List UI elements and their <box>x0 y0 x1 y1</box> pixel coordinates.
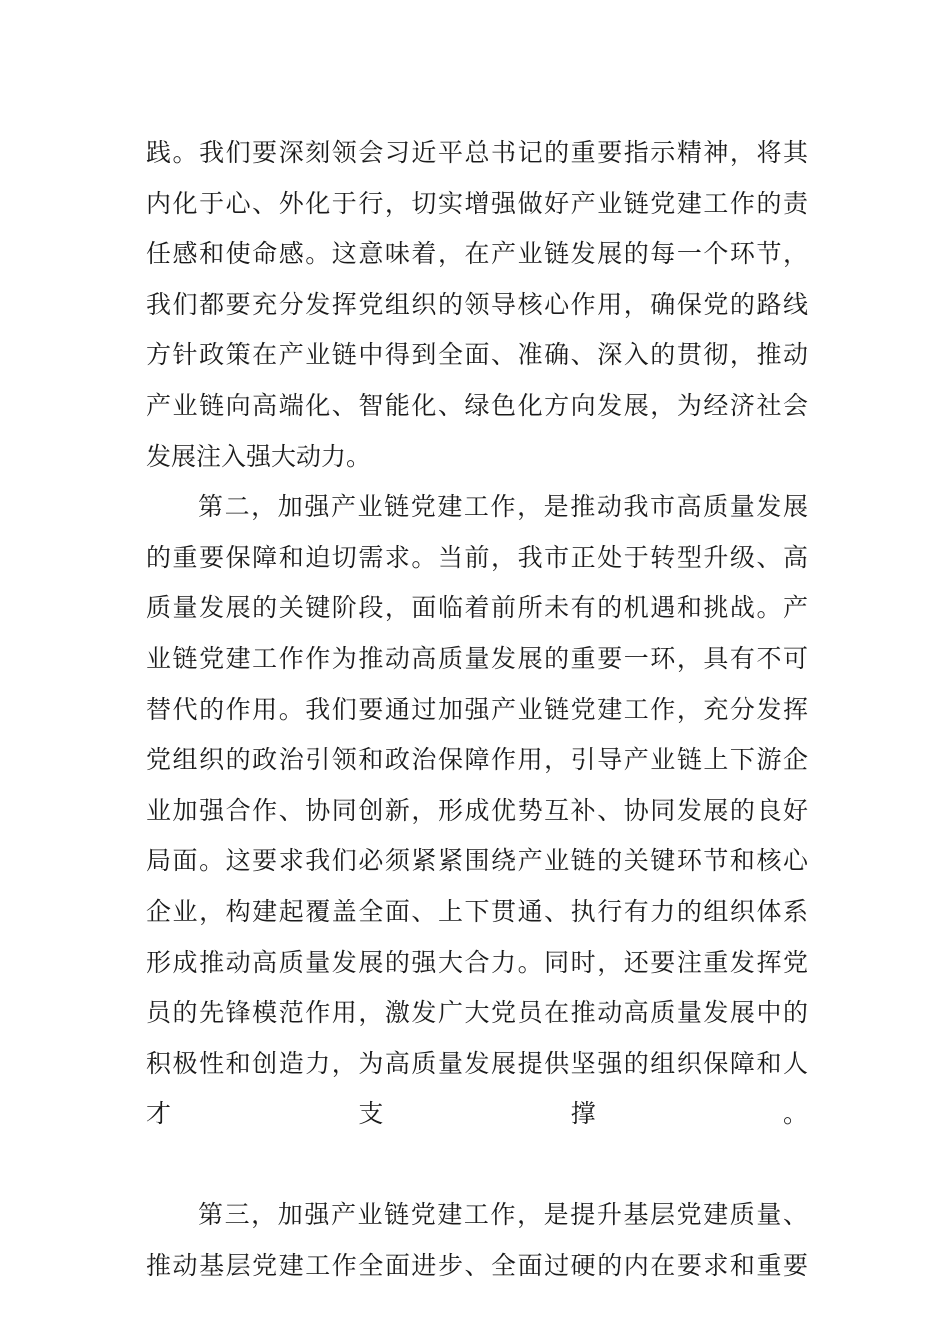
text-line: 内化于心、外化于行，切实增强做好产业链党建工作的责 <box>146 188 808 218</box>
text-line: 的重要保障和迫切需求。当前，我市正处于转型升级、高 <box>146 542 808 572</box>
text-line: 践。我们要深刻领会习近平总书记的重要指示精神，将其 <box>146 138 808 167</box>
text-line: 任感和使命感。这意味着，在产业链发展的每一个环节， <box>146 239 808 269</box>
text-line: 党组织的政治引领和政治保障作用，引导产业链上下游企 <box>146 745 808 775</box>
text-line: 方针政策在产业链中得到全面、准确、深入的贯彻，推动 <box>146 340 808 370</box>
text-line: 第二，加强产业链党建工作，是推动我市高质量发展 <box>198 492 808 522</box>
text-line <box>146 1140 808 1191</box>
text-line: 业链党建工作作为推动高质量发展的重要一环，具有不可 <box>146 643 808 673</box>
text-line: 企业，构建起覆盖全面、上下贯通、执行有力的组织体系 <box>146 896 808 926</box>
body-text <box>146 128 808 1292</box>
paragraph-2 <box>146 482 808 1190</box>
text-line: 发展注入强大动力。 <box>146 441 372 471</box>
paragraph-1 <box>146 128 808 482</box>
text-line: 第三，加强产业链党建工作，是提升基层党建质量、 <box>198 1200 808 1230</box>
text-line: 员的先锋模范作用，激发广大党员在推动高质量发展中的 <box>146 998 808 1028</box>
text-line: 积极性和创造力，为高质量发展提供坚强的组织保障和人 <box>146 1048 808 1078</box>
text-line: 局面。这要求我们必须紧紧围绕产业链的关键环节和核心 <box>146 846 808 876</box>
text-line: 产业链向高端化、智能化、绿色化方向发展，为经济社会 <box>146 390 808 420</box>
text-line: 质量发展的关键阶段，面临着前所未有的机遇和挑战。产 <box>146 593 808 623</box>
text-line: 业加强合作、协同创新，形成优势互补、协同发展的良好 <box>146 795 808 825</box>
text-line: 替代的作用。我们要通过加强产业链党建工作，充分发挥 <box>146 694 808 724</box>
paragraph-3 <box>146 1190 808 1291</box>
text-line: 我们都要充分发挥党组织的领导核心作用，确保党的路线 <box>146 289 808 319</box>
text-line: 形成推动高质量发展的强大合力。同时，还要注重发挥党 <box>146 947 808 977</box>
text-line: 推动基层党建工作全面进步、全面过硬的内在要求和重要 <box>146 1251 808 1281</box>
text-line: 才支撑。 <box>146 1099 808 1129</box>
